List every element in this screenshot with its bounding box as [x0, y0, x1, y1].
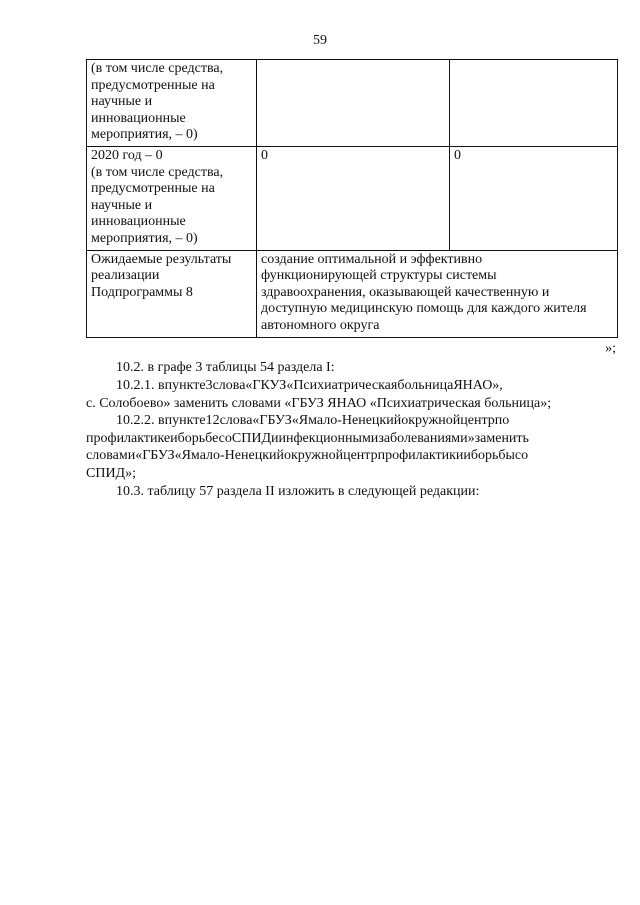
word: «Психиатрическая: [286, 378, 398, 393]
paragraph-10-3: 10.3. таблицу 57 раздела II изложить в следующей редакции:: [116, 484, 480, 499]
justified-line: [86, 377, 617, 395]
table-cell-results-label: Ожидаемые результаты реализации Подпрограммы 8: [87, 250, 257, 337]
table-cell-funding-note: (в том числе средства, предусмотренные на научные и инновационные мероприятия, – 0): [87, 60, 257, 147]
table-cell-empty: [257, 60, 450, 147]
table-cell-results-value: создание оптимальной и эффективно функционирующей структуры системы здравоохранения, оказывающей качественную и доступную медицинскую помощь для каждого жителя автономного округа: [257, 250, 618, 337]
table-row-expected-results: [87, 250, 618, 337]
closing-quote: »;: [605, 341, 616, 356]
table-cell-value: 0: [257, 146, 450, 250]
word: борьбы: [470, 448, 515, 463]
word: «Ямало-Ненецкий: [291, 413, 402, 428]
word: «ГБУЗ: [252, 413, 292, 428]
word: 10.2.2. в: [116, 413, 165, 428]
word: 3: [205, 378, 213, 393]
word: со: [218, 430, 232, 446]
word: 12: [205, 413, 220, 428]
word: пункте: [164, 378, 206, 393]
word: «ГКУЗ: [245, 378, 287, 393]
word: профилактики: [377, 448, 464, 463]
word: «Ямало-Ненецкий: [174, 448, 284, 463]
subprogram-passport-table: [86, 59, 618, 338]
word: и: [170, 430, 178, 446]
word: 10.2.1. в: [116, 378, 165, 393]
word: по: [494, 413, 510, 428]
word: и: [271, 430, 279, 446]
word: окружной: [401, 413, 461, 428]
paragraph-10-2: 10.2. в графе 3 таблицы 54 раздела I:: [116, 360, 335, 375]
word: центр: [460, 413, 495, 428]
word: окружной: [284, 448, 344, 463]
justified-line: [86, 447, 617, 465]
justified-line: [86, 430, 617, 448]
word: пункте: [164, 413, 206, 428]
word: инфекционными: [278, 430, 379, 446]
word: центр: [343, 448, 378, 463]
word: ЯНАО»,: [453, 378, 503, 393]
paragraph-10-2-2: 10.2.2. впункте12слова«ГБУЗ«Ямало-Ненецкийокружнойцентрпо профилактикеиборьбесоСПИДиинфекционнымизаболеваниями»заменить словами«ГБУЗ«Ямало-Ненецкийокружнойцентрпрофилактикииборьбысо СПИД»;: [86, 412, 617, 482]
word: заболеваниями»: [378, 430, 475, 446]
word: профилактике: [86, 430, 171, 446]
paragraph-10-2-1: 10.2.1. впункте3слова«ГКУЗ«ПсихиатрическаябольницаЯНАО», с. Солобоево» заменить словами «ГБУЗ ЯНАО «Психиатрическая больница»;: [86, 377, 617, 412]
table-row-funding-tail: [87, 60, 618, 147]
table-cell-year-2020: 2020 год – 0 (в том числе средства, предусмотренные на научные и инновационные мероприятия, – 0): [87, 146, 257, 250]
word: заменить: [474, 430, 529, 446]
word: слова: [219, 413, 253, 428]
word: со: [514, 448, 529, 463]
table-row-2020: [87, 146, 618, 250]
word: больница: [397, 378, 454, 393]
justified-line: [86, 412, 617, 430]
word: борьбе: [177, 430, 219, 446]
word: слова: [212, 378, 246, 393]
word: словами: [86, 448, 136, 463]
table-cell-empty: [450, 60, 618, 147]
word: «ГБУЗ: [135, 448, 175, 463]
page-number: 59: [313, 33, 327, 48]
table-cell-value: 0: [450, 146, 618, 250]
word: и: [463, 448, 471, 463]
word: СПИД: [231, 430, 271, 446]
